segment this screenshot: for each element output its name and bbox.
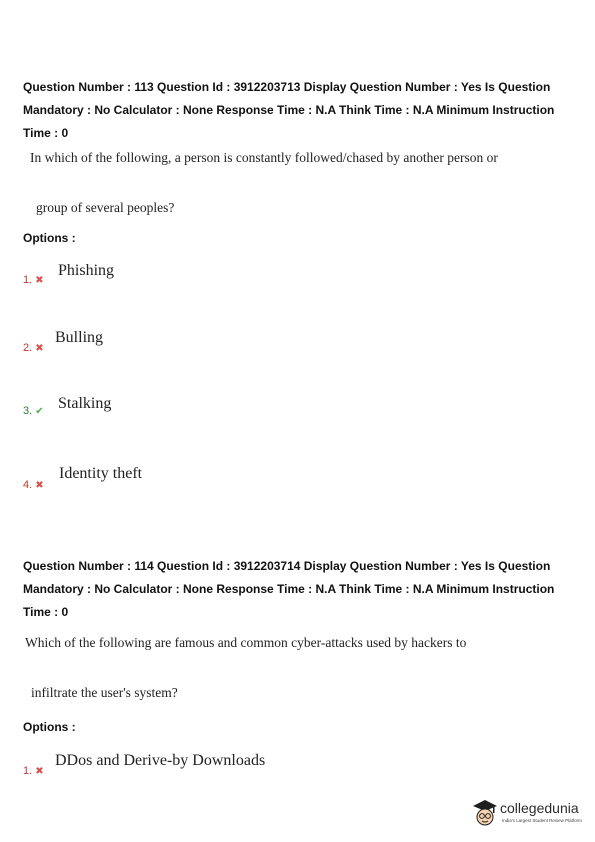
collegedunia-logo xyxy=(472,796,590,832)
cross-icon: ✖ xyxy=(35,480,44,491)
logo-wordmark: collegedunia xyxy=(500,800,579,816)
options-label: Options : xyxy=(23,720,76,734)
option-text: Phishing xyxy=(58,262,115,279)
option-text: Bulling xyxy=(55,329,104,346)
question-text-line: infiltrate the user's system? xyxy=(31,685,178,700)
option-number: 4. xyxy=(23,479,33,491)
option-number: 1. xyxy=(23,765,33,777)
check-icon: ✔ xyxy=(35,406,44,417)
question-meta-line: Question Number : 114 Question Id : 3912203714 Display Question Number : Yes Is Question xyxy=(23,559,551,573)
question-meta-line: Mandatory : No Calculator : None Response Time : N.A Think Time : N.A Minimum Instruction xyxy=(23,582,555,596)
question-meta-line: Mandatory : No Calculator : None Response Time : N.A Think Time : N.A Minimum Instruction xyxy=(23,103,555,117)
question-meta-line: Time : 0 xyxy=(23,126,69,140)
question-meta-line: Time : 0 xyxy=(23,605,69,619)
option-number: 3. xyxy=(23,405,33,417)
cross-icon: ✖ xyxy=(35,766,44,777)
cross-icon: ✖ xyxy=(35,343,44,354)
question-text-line: In which of the following, a person is constantly followed/chased by another person or xyxy=(30,150,498,165)
option-text: Identity theft xyxy=(59,465,143,482)
option-number: 2. xyxy=(23,342,33,354)
option-text: Stalking xyxy=(58,395,112,412)
cross-icon: ✖ xyxy=(35,275,44,286)
question-text-line: Which of the following are famous and common cyber-attacks used by hackers to xyxy=(25,635,467,650)
options-label: Options : xyxy=(23,231,76,245)
option-text: DDos and Derive-by Downloads xyxy=(55,752,266,769)
graduate-mascot-icon xyxy=(472,798,498,828)
logo-tagline: India's Largest Student Review Platform xyxy=(502,818,582,823)
option-number: 1. xyxy=(23,274,33,286)
question-meta-line: Question Number : 113 Question Id : 3912203713 Display Question Number : Yes Is Question xyxy=(23,80,551,94)
question-text-line: group of several peoples? xyxy=(36,200,175,215)
